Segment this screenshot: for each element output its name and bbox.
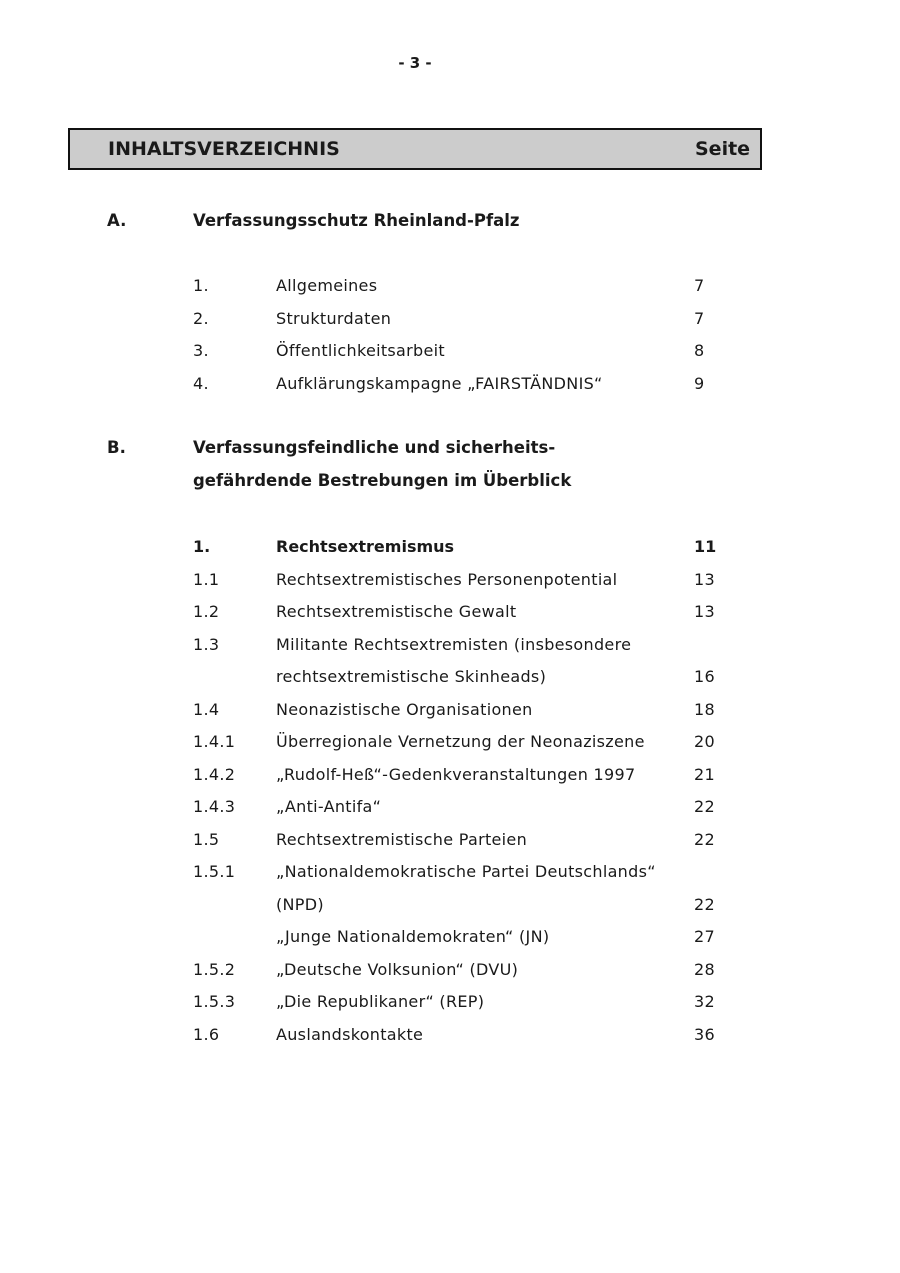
- entry-number: 1.: [193, 276, 209, 295]
- entry-title: Aufklärungskampagne „FAIRSTÄNDNIS“: [276, 373, 603, 393]
- entry-number: 1.4.2: [193, 764, 236, 784]
- entry-title: (NPD): [276, 894, 324, 914]
- toc-entry[interactable]: [0, 303, 900, 336]
- toc-entry[interactable]: [0, 629, 900, 662]
- entry-title: Überregionale Vernetzung der Neonaziszene: [276, 732, 645, 751]
- section-title: Verfassungsfeindliche und sicherheits-: [193, 438, 556, 457]
- toc-entry[interactable]: [0, 726, 900, 759]
- entry-page: 9: [694, 373, 705, 393]
- entry-title: rechtsextremistische Skinheads): [276, 667, 547, 686]
- toc-entry[interactable]: [0, 270, 900, 303]
- toc-entry[interactable]: [0, 531, 900, 564]
- entry-number: 1.2: [193, 602, 220, 621]
- entry-number: 2.: [193, 308, 209, 328]
- entry-page: 8: [694, 341, 705, 360]
- entry-number: 4.: [193, 373, 209, 393]
- toc-entry[interactable]: [0, 368, 900, 401]
- entry-title: Allgemeines: [276, 276, 378, 295]
- entry-title: Neonazistische Organisationen: [276, 699, 533, 719]
- entry-number: 1.: [193, 537, 211, 556]
- toc-header: [68, 128, 762, 170]
- entry-page: 13: [694, 569, 715, 589]
- section-title: Verfassungsschutz Rheinland-Pfalz: [193, 211, 520, 230]
- section-letter: B.: [107, 438, 126, 457]
- entry-page: 27: [694, 927, 715, 946]
- toc-title: INHALTSVERZEICHNIS: [108, 138, 340, 160]
- toc-entry[interactable]: [0, 824, 900, 857]
- entry-title: Öffentlichkeitsarbeit: [276, 341, 445, 360]
- entry-number: 1.4.3: [193, 797, 236, 816]
- toc-entry[interactable]: [0, 986, 900, 1019]
- entry-number: 3.: [193, 341, 209, 360]
- entry-title: „Junge Nationaldemokraten“ (JN): [276, 927, 550, 946]
- entry-page: 20: [694, 732, 715, 751]
- toc-entry[interactable]: [0, 694, 900, 727]
- page-number: - 3 -: [398, 54, 432, 72]
- entry-page: 11: [694, 537, 717, 556]
- entry-page: 7: [694, 308, 705, 328]
- entry-page: 7: [694, 276, 705, 295]
- entry-number: 1.1: [193, 569, 220, 589]
- entry-page: 22: [694, 797, 715, 816]
- page-column-label: Seite: [695, 138, 751, 160]
- section-letter: A.: [107, 211, 127, 230]
- entry-page: 28: [694, 959, 715, 979]
- entry-page: 18: [694, 699, 715, 719]
- entry-title: Strukturdaten: [276, 308, 392, 328]
- entry-number: 1.3: [193, 634, 220, 654]
- entry-number: 1.4.1: [193, 732, 236, 751]
- entry-title: Auslandskontakte: [276, 1024, 424, 1044]
- entry-title: „Die Republikaner“ (REP): [276, 992, 485, 1011]
- entry-page: 21: [694, 764, 715, 784]
- entry-number: 1.5.2: [193, 959, 236, 979]
- entry-number: 1.4: [193, 699, 220, 719]
- entry-page: 22: [694, 829, 715, 849]
- entry-title: „Nationaldemokratische Partei Deutschlands“: [276, 862, 656, 881]
- entry-title: Rechtsextremismus: [276, 537, 455, 556]
- entry-number: 1.5.1: [193, 862, 236, 881]
- entry-title: Rechtsextremistische Parteien: [276, 829, 528, 849]
- toc-entry[interactable]: [0, 564, 900, 597]
- toc-entry-continued[interactable]: [0, 661, 900, 694]
- entry-page: 16: [694, 667, 715, 686]
- toc-entry[interactable]: [0, 791, 900, 824]
- toc-entry-continued[interactable]: [0, 889, 900, 922]
- entry-page: 36: [694, 1024, 715, 1044]
- toc-entry[interactable]: [0, 954, 900, 987]
- entry-number: 1.5: [193, 829, 220, 849]
- entry-title: Militante Rechtsextremisten (insbesondere: [276, 634, 632, 654]
- entry-title: Rechtsextremistische Gewalt: [276, 602, 517, 621]
- entry-number: 1.5.3: [193, 992, 236, 1011]
- toc-entry[interactable]: [0, 335, 900, 368]
- entry-page: 32: [694, 992, 715, 1011]
- toc-entry[interactable]: [0, 1019, 900, 1052]
- toc-entry[interactable]: [0, 921, 900, 954]
- entry-page: 13: [694, 602, 715, 621]
- toc-entry[interactable]: [0, 856, 900, 889]
- entry-number: 1.6: [193, 1024, 220, 1044]
- toc-entry[interactable]: [0, 596, 900, 629]
- entry-page: 22: [694, 894, 715, 914]
- section-title: gefährdende Bestrebungen im Überblick: [193, 471, 572, 490]
- toc-entry[interactable]: [0, 759, 900, 792]
- entry-title: Rechtsextremistisches Personenpotential: [276, 569, 618, 589]
- entry-title: „Anti-Antifa“: [276, 797, 382, 816]
- entry-title: „Deutsche Volksunion“ (DVU): [276, 959, 519, 979]
- entry-title: „Rudolf-Heß“-Gedenkveranstaltungen 1997: [276, 764, 636, 784]
